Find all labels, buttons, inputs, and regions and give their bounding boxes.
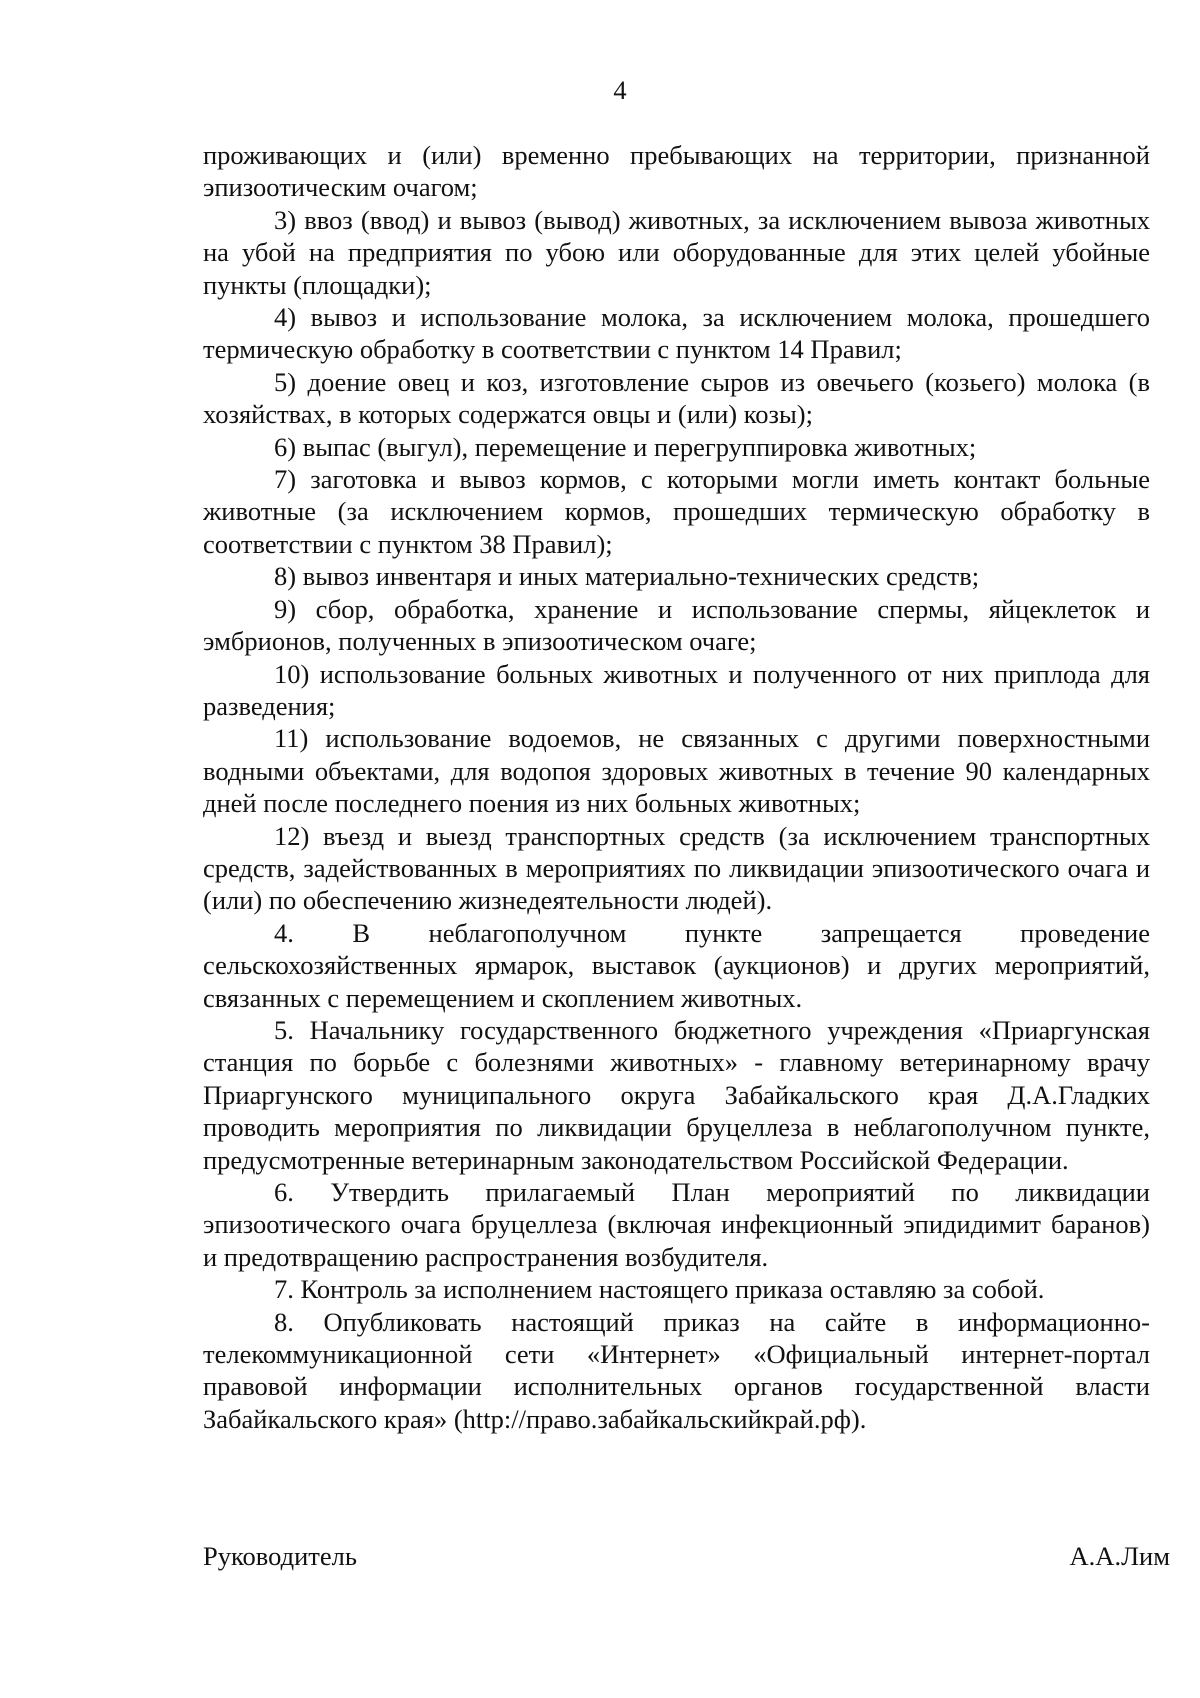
list-item-6: 6) выпас (выгул), перемещение и перегруппировка животных; bbox=[274, 431, 977, 462]
list-item-3: 3) ввоз (ввод) и вывоз (вывод) животных, за исключением вывоза животных на убой на предприятия по убою или оборудованные для этих целей убойные пункты (площадки); bbox=[203, 204, 1150, 300]
signatory-position: Руководитель bbox=[203, 1541, 357, 1571]
list-item-12: 12) въезд и выезд транспортных средств (за исключением транспортных средств, задействованных в мероприятиях по ликвидации эпизоотического очага и (или) по обеспечению жизнедеятельности людей). bbox=[203, 820, 1150, 916]
clause-6: 6. Утвердить прилагаемый План мероприятий по ликвидации эпизоотического очага бруцеллеза (включая инфекционный эпидидимит баранов) и предотвращению распространения возбудителя. bbox=[203, 1177, 1150, 1272]
list-item-11: 11) использование водоемов, не связанных с другими поверхностными водными объектами, для водопоя здоровых животных в течение 90 календарных дней после последнего поения из них больных животных; bbox=[203, 723, 1150, 819]
paragraph-continuation: проживающих и (или) временно пребывающих на территории, признанной эпизоотическим очагом; bbox=[203, 140, 1150, 203]
clause-8: 8. Опубликовать настоящий приказ на сайте в информационно-телекоммуникационной сети «Интернет» «Официальный интернет-портал правовой информации исполнительных органов государственной власти Забайкальского края» (http://право.забайкальскийкрай.рф). bbox=[203, 1306, 1150, 1434]
clause-7: 7. Контроль за исполнением настоящего приказа оставляю за собой. bbox=[274, 1274, 1045, 1305]
clause-5: 5. Начальнику государственного бюджетного учреждения «Приаргунская станция по борьбе с болезнями животных» - главному ветеринарному врачу Приаргунского муниципального округа Забайкальского края Д.А.Гладких проводить мероприятия по ликвидации бруцеллеза в неблагополучном пункте, предусмотренные ветеринарным законодательством Российской Федерации. bbox=[203, 1014, 1150, 1175]
list-item-8: 8) вывоз инвентаря и иных материально-технических средств; bbox=[274, 561, 980, 592]
signature-block bbox=[203, 1540, 1170, 1572]
list-item-7: 7) заготовка и вывоз кормов, с которыми могли иметь контакт больные животные (за исключением кормов, прошедших термическую обработку в соответствии с пунктом 38 Правил); bbox=[203, 464, 1150, 559]
document-body bbox=[203, 139, 1150, 1435]
list-item-10: 10) использование больных животных и полученного от них приплода для разведения; bbox=[203, 658, 1150, 721]
clause-4: 4. В неблагополучном пункте запрещается проведение сельскохозяйственных ярмарок, выставок (аукционов) и других мероприятий, связанных с перемещением и скоплением животных. bbox=[203, 917, 1150, 1013]
list-item-9: 9) сбор, обработка, хранение и использование спермы, яйцеклеток и эмбрионов, полученных в эпизоотическом очаге; bbox=[203, 593, 1150, 657]
signatory-name: А.А.Лим bbox=[1069, 1541, 1170, 1571]
list-item-5: 5) доение овец и коз, изготовление сыров из овечьего (козьего) молока (в хозяйствах, в которых содержатся овцы и (или) козы); bbox=[203, 366, 1150, 430]
list-item-4: 4) вывоз и использование молока, за исключением молока, прошедшего термическую обработку в соответствии с пунктом 14 Правил; bbox=[203, 302, 1150, 365]
page-number: 4 bbox=[613, 75, 627, 105]
